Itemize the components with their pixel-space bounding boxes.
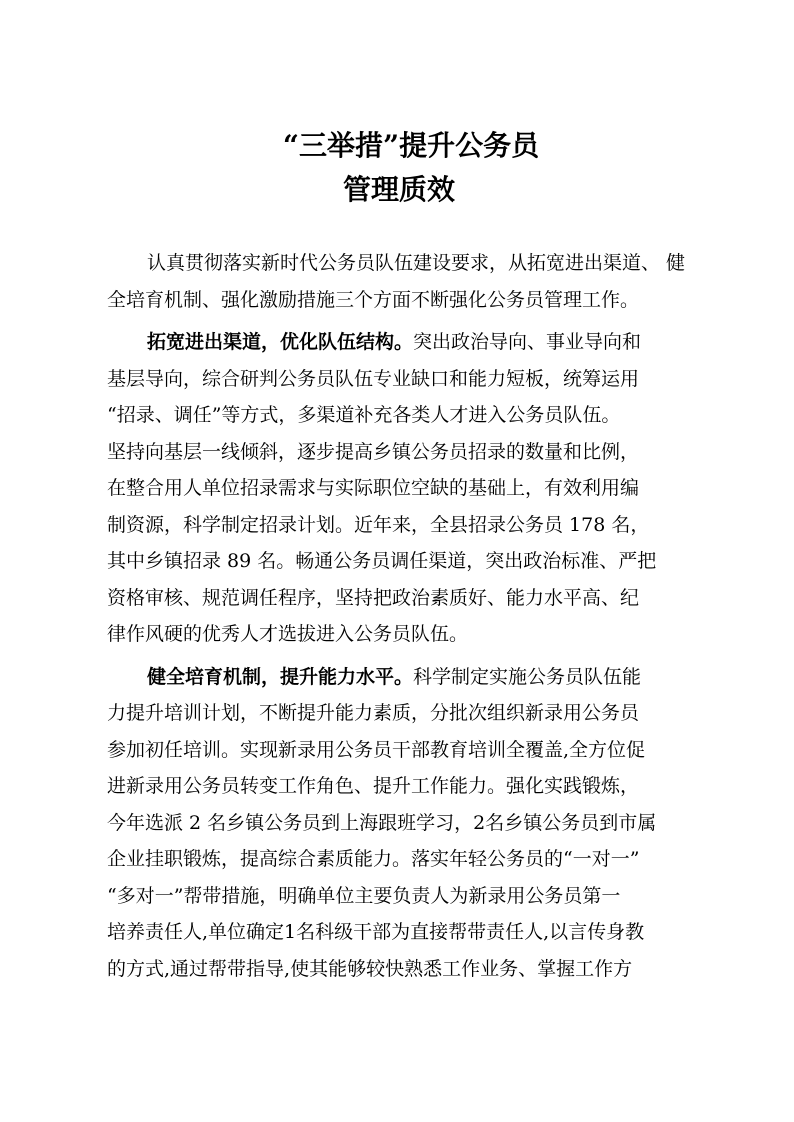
- document-title-line-2: 管理质效: [342, 173, 455, 206]
- paragraph-text: 进新录用公务员转变工作角色、提升工作能力。强化实践锻炼，: [107, 775, 640, 797]
- paragraph-lead-heading: 拓宽进出渠道，优化队伍结构。: [147, 331, 414, 353]
- paragraph-text: 培养责任人,单位确定1名科级干部为直接帮带责任人,以言传身教: [107, 921, 645, 943]
- paragraph-line: [107, 768, 691, 805]
- paragraph-text: 今年选派 2 名乡镇公务员到上海跟班学习，2名乡镇公务员到市属: [107, 811, 657, 834]
- paragraph: [107, 245, 691, 318]
- paragraph-text: 制资源，科学制定招录计划。近年来，全县招录公务员 178 名，: [107, 513, 650, 536]
- paragraph-text: 力提升培训计划，不断提升能力素质，分批次组织新录用公务员: [107, 702, 640, 724]
- paragraph-text: 坚持向基层一线倾斜，逐步提高乡镇公务员招录的数量和比例，: [107, 440, 640, 463]
- paragraph-text: 的方式,通过帮带指导,使其能够较快熟悉工作业务、掌握工作方: [107, 957, 633, 980]
- paragraph-line: [107, 470, 691, 507]
- paragraph-line: [107, 914, 691, 951]
- paragraph-line: [107, 805, 691, 842]
- paragraph-text: 其中乡镇招录 89 名。畅通公务员调任渠道，突出政治标准、严把: [107, 550, 657, 572]
- paragraph-text: 突出政治导向、事业导向和: [413, 331, 642, 353]
- paragraph-text: “招录、调任”等方式，多渠道补充各类人才进入公务员队伍。: [107, 404, 621, 426]
- paragraph-line: [107, 282, 691, 319]
- paragraph-line: [107, 397, 691, 434]
- paragraph-text: 全培育机制、强化激励措施三个方面不断强化公务员管理工作。: [107, 288, 640, 311]
- paragraph: [107, 659, 691, 988]
- paragraph-line: [107, 732, 691, 769]
- paragraph-text: 资格审核、规范调任程序，坚持把政治素质好、能力水平高、纪: [107, 586, 640, 609]
- paragraph-text: 律作风硬的优秀人才选拔进入公务员队伍。: [107, 623, 469, 645]
- paragraph-line: [107, 951, 691, 988]
- paragraph-line: [107, 841, 691, 878]
- document-title-line-1: “三举措”提升公务员: [282, 129, 540, 162]
- paragraph-text: 企业挂职锻炼，提高综合素质能力。落实年轻公务员的“一对一”: [107, 848, 640, 870]
- paragraph-line: [107, 543, 691, 580]
- paragraph: [107, 324, 691, 653]
- paragraph-text: 参加初任培训。实现新录用公务员干部教育培训全覆盖,全方位促: [107, 738, 646, 761]
- paragraph-line: [107, 324, 691, 361]
- paragraph-line: [107, 361, 691, 398]
- paragraph-text: 基层导向，综合研判公务员队伍专业缺口和能力短板，统筹运用: [107, 367, 640, 390]
- paragraph-line: [107, 695, 691, 732]
- paragraph-lead-heading: 健全培育机制，提升能力水平。: [147, 665, 414, 688]
- paragraph-text: “多对一”帮带措施，明确单位主要负责人为新录用公务员第一: [107, 884, 621, 907]
- paragraph-text: 认真贯彻落实新时代公务员队伍建设要求，从拓宽进出渠道、 健: [147, 252, 686, 274]
- document-body: [107, 245, 691, 987]
- paragraph-line: [107, 659, 691, 696]
- paragraph-line: [107, 434, 691, 471]
- paragraph-text: 科学制定实施公务员队伍能: [413, 665, 642, 688]
- paragraph-line: [107, 507, 691, 544]
- paragraph-line: [107, 616, 691, 653]
- paragraph-line: [107, 580, 691, 617]
- paragraph-line: [107, 245, 691, 282]
- paragraph-text: 在整合用人单位招录需求与实际职位空缺的基础上，有效利用编: [107, 477, 640, 499]
- paragraph-line: [107, 878, 691, 915]
